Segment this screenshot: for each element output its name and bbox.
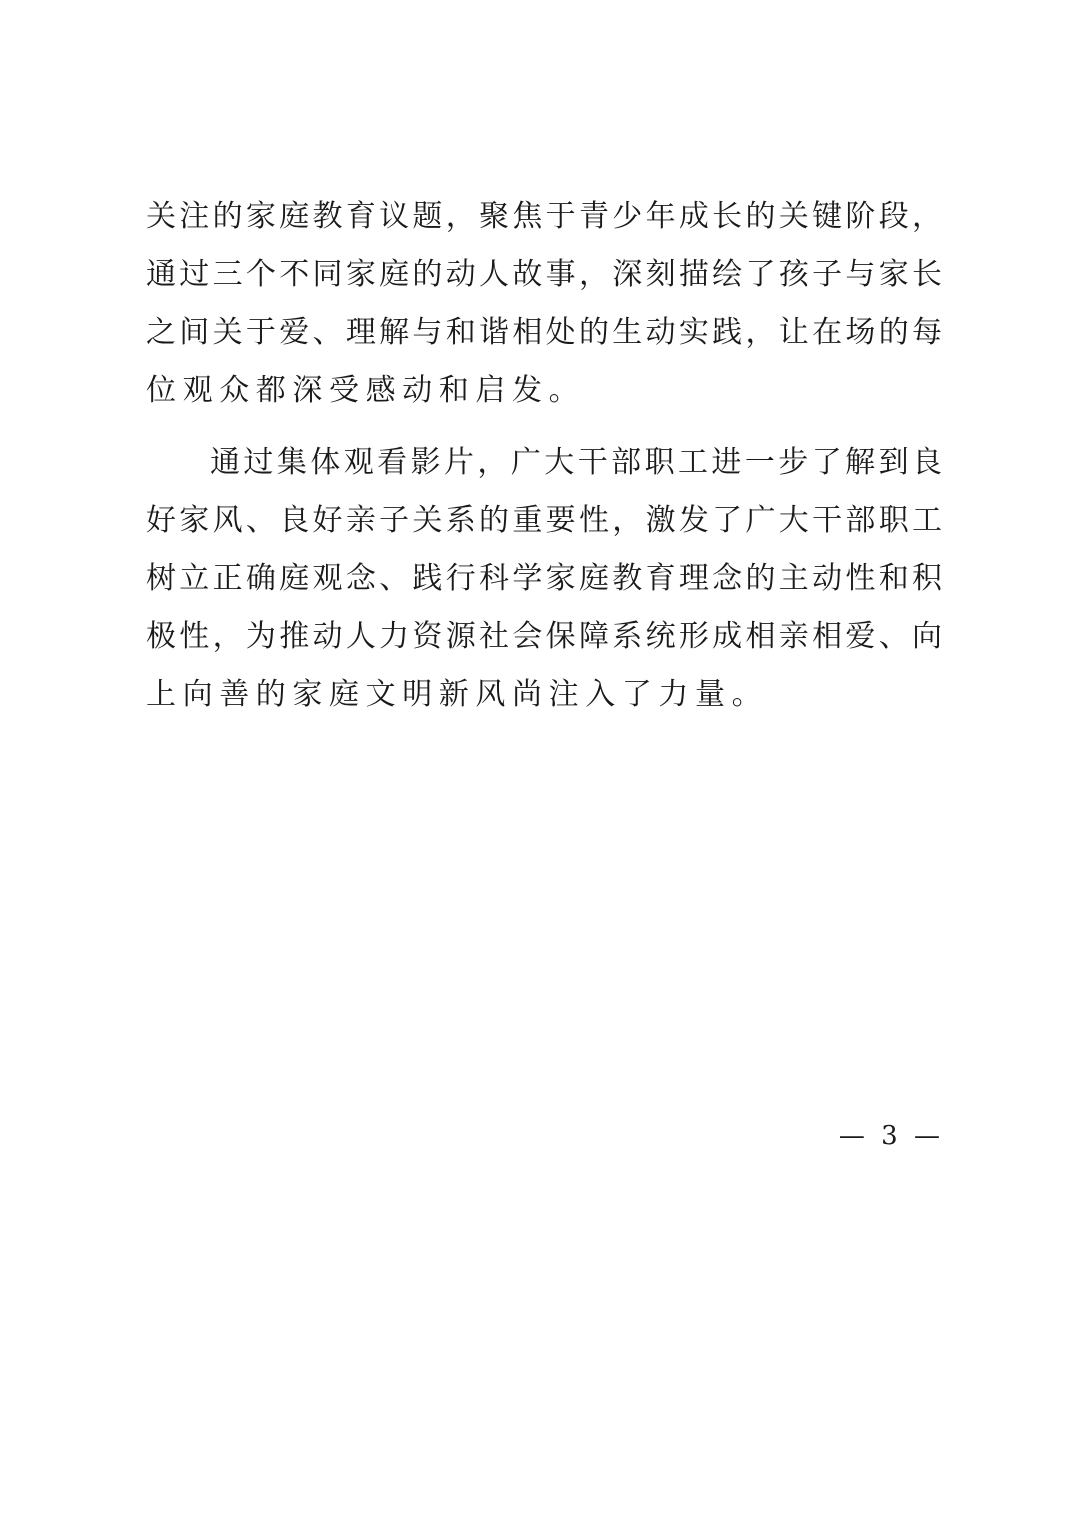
text-line: 通过集体观看影片，广大干部职工进一步了解到良: [210, 445, 942, 480]
text-line: 通过三个不同家庭的动人故事，深刻描绘了孩子与家长: [146, 257, 942, 292]
paragraph-gap: [146, 420, 942, 434]
text-line: 极性，为推动人力资源社会保障系统形成相亲相爱、向: [146, 619, 942, 654]
text-line: 关注的家庭教育议题，聚焦于青少年成长的关键阶段，: [146, 199, 942, 234]
text-line: 好家风、良好亲子关系的重要性，激发了广大干部职工: [146, 503, 942, 538]
text-line: 位观众都深受感动和启发。: [146, 373, 586, 408]
text-line: 之间关于爱、理解与和谐相处的生动实践，让在场的每: [146, 315, 942, 350]
text-line: 上向善的家庭文明新风尚注入了力量。: [146, 677, 769, 712]
text-line: 树立正确庭观念、践行科学家庭教育理念的主动性和积: [146, 561, 942, 596]
paragraph-1: [146, 188, 942, 420]
page-number: — 3 —: [838, 1121, 944, 1151]
document-body: [146, 188, 942, 724]
paragraph-2: [146, 434, 942, 724]
